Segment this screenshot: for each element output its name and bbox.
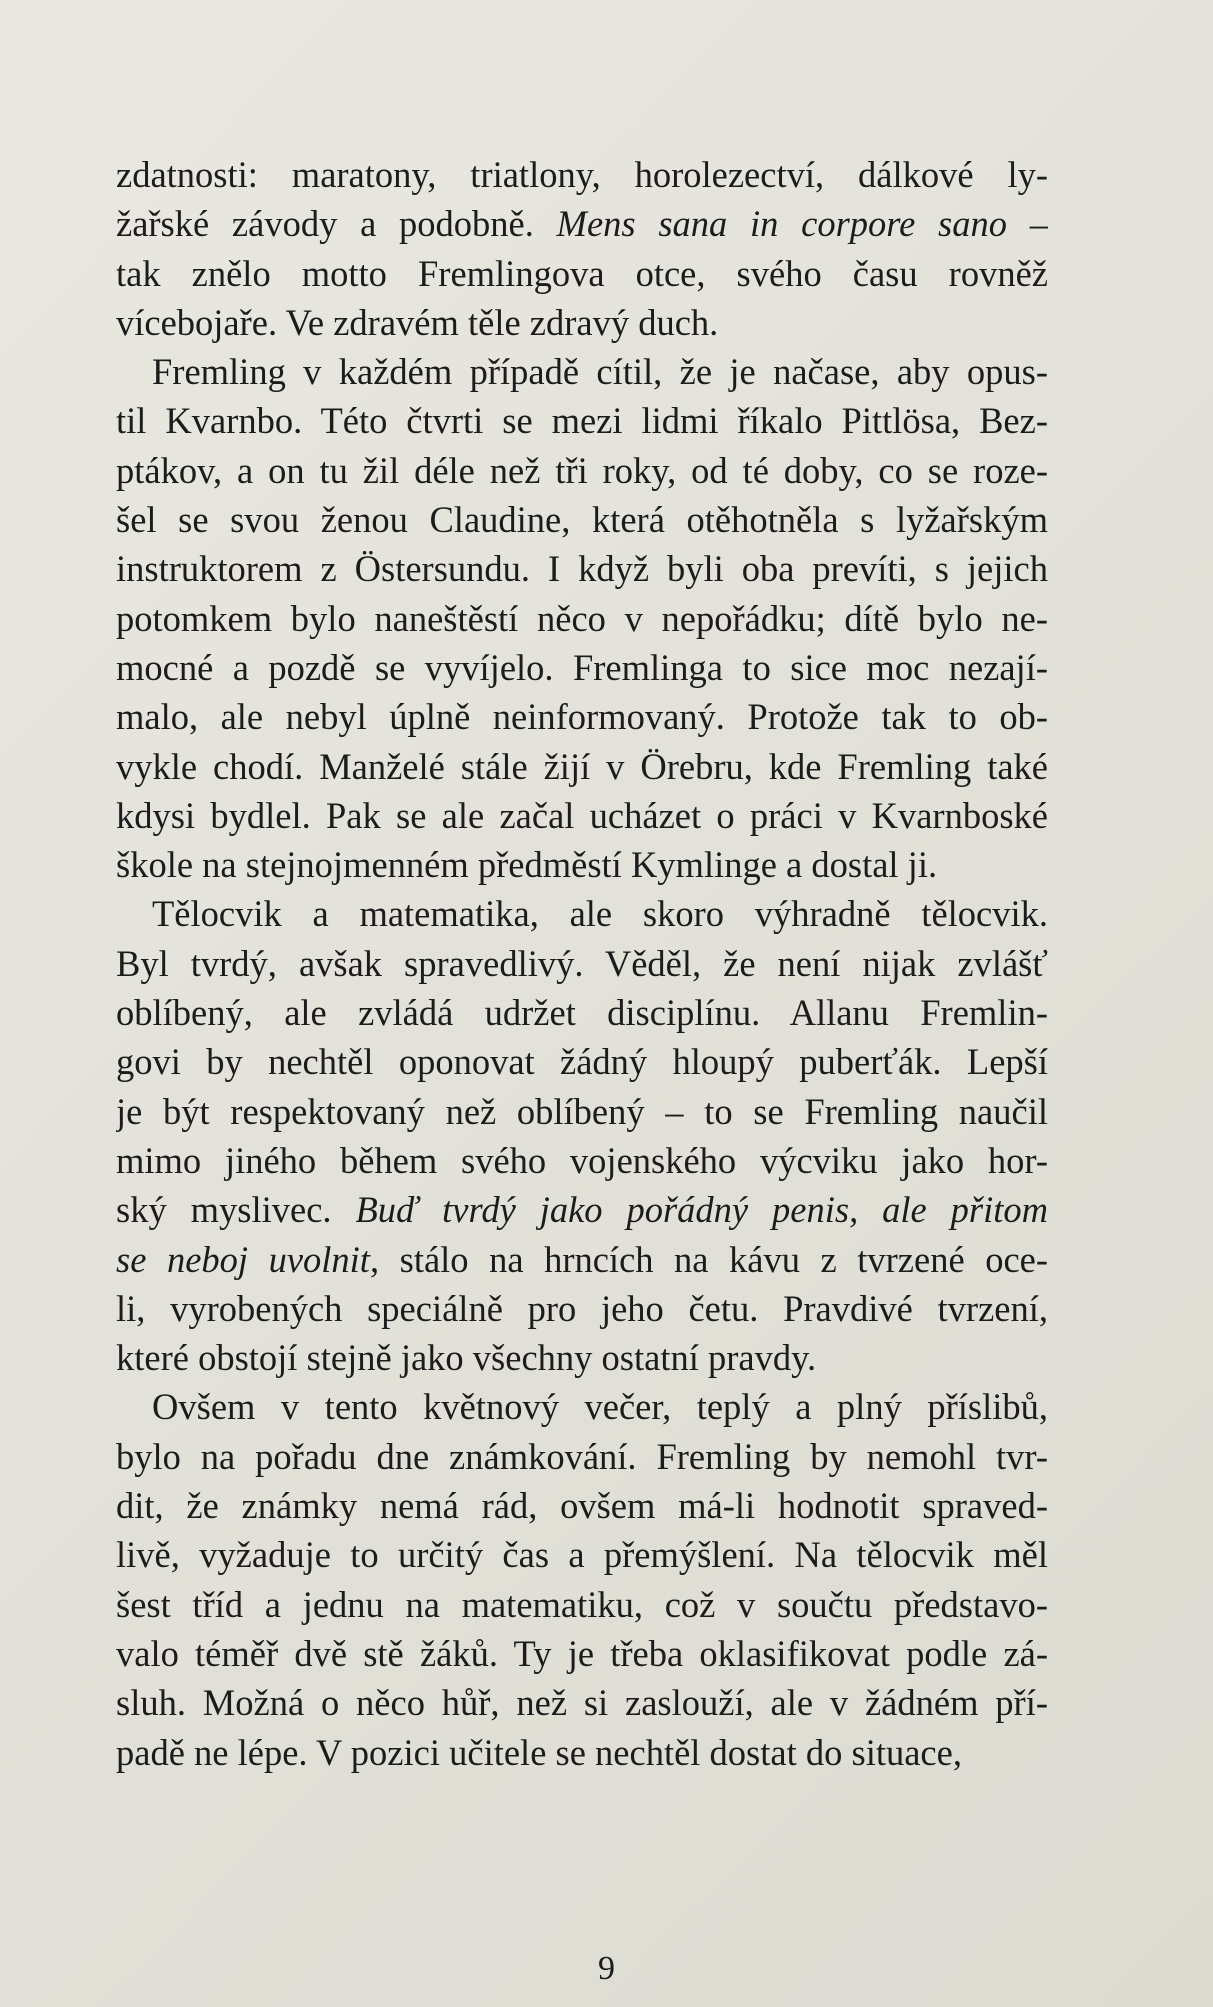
paragraph (116, 1382, 1048, 1776)
text-segment: Tělocvik a matematika, ale skoro výhradně tělocvik. (152, 893, 1048, 935)
text-line (116, 249, 1048, 298)
text-segment: které obstojí stejně jako všechny ostatní pravdy. (116, 1337, 817, 1379)
text-segment: livě, vyžaduje to určitý čas a přemýšlení. Na tělocvik měl (116, 1534, 1048, 1576)
text-line (116, 1037, 1048, 1086)
text-line (116, 495, 1048, 544)
text-line (116, 199, 1048, 248)
text-segment: šel se svou ženou Claudine, která otěhotněla s lyžařským (116, 499, 1048, 541)
text-segment: mimo jiného během svého vojenského výcviku jako hor- (116, 1139, 1048, 1181)
text-segment: dit, že známky nemá rád, ovšem má-li hodnotit spraved- (116, 1485, 1048, 1527)
paragraph (116, 347, 1048, 889)
text-segment: ptákov, a on tu žil déle než tři roky, od té doby, co se roze- (116, 449, 1048, 491)
text-segment: til Kvarnbo. Této čtvrti se mezi lidmi říkalo Pittlösa, Bez- (116, 400, 1048, 442)
text-segment: – (1007, 203, 1048, 245)
text-segment: mocné a pozdě se vyvíjelo. Fremlinga to sice moc nezají- (116, 646, 1048, 688)
text-line (116, 692, 1048, 741)
paragraph (116, 150, 1048, 347)
text-line (116, 1481, 1048, 1530)
text-segment: govi by nechtěl oponovat žádný hloupý puberťák. Lepší (116, 1041, 1048, 1083)
text-line (116, 1333, 1048, 1382)
text-line (116, 1185, 1048, 1234)
text-segment: bylo na pořadu dne známkování. Fremling by nemohl tvr- (116, 1435, 1048, 1477)
text-line (116, 347, 1048, 396)
text-segment: šest tříd a jednu na matematiku, což v součtu představo- (116, 1583, 1048, 1625)
text-line (116, 594, 1048, 643)
text-segment: ský myslivec. (116, 1189, 356, 1231)
text-line (116, 1530, 1048, 1579)
text-line (116, 1728, 1048, 1777)
text-line (116, 1580, 1048, 1629)
text-line (116, 1382, 1048, 1431)
text-segment: se neboj uvolnit (116, 1238, 370, 1280)
text-line (116, 1136, 1048, 1185)
text-line (116, 396, 1048, 445)
text-segment: li, vyrobených speciálně pro jeho četu. Pravdivé tvrzení, (116, 1287, 1048, 1329)
text-segment: Ovšem v tento květnový večer, teplý a plný příslibů, (152, 1386, 1048, 1428)
text-segment: zdatnosti: maratony, triatlony, horolezectví, dálkové ly- (116, 154, 1048, 195)
text-line (116, 1235, 1048, 1284)
text-line (116, 298, 1048, 347)
text-line (116, 791, 1048, 840)
text-line (116, 939, 1048, 988)
text-segment: vykle chodí. Manželé stále žijí v Örebru, kde Fremling také (116, 745, 1048, 787)
text-line (116, 1629, 1048, 1678)
text-segment: je být respektovaný než oblíbený – to se Fremling naučil (116, 1090, 1048, 1132)
text-segment: valo téměř dvě stě žáků. Ty je třeba oklasifikovat podle zá- (116, 1632, 1048, 1674)
text-segment: oblíbený, ale zvládá udržet disciplínu. Allanu Fremlin- (116, 992, 1048, 1034)
text-line (116, 988, 1048, 1037)
text-segment: malo, ale nebyl úplně neinformovaný. Protože tak to ob- (116, 696, 1048, 738)
page-number: 9 (598, 1950, 615, 1987)
text-segment: kdysi bydlel. Pak se ale začal ucházet o práci v Kvarnboské (116, 794, 1048, 836)
text-segment: , stálo na hrncích na kávu z tvrzené oce- (369, 1238, 1048, 1280)
text-segment: potomkem bylo naneštěstí něco v nepořádku; dítě bylo ne- (116, 597, 1048, 639)
text-segment: instruktorem z Östersundu. I když byli oba prevíti, s jejich (116, 548, 1048, 590)
text-segment: žařské závody a podobně. (116, 203, 557, 245)
text-line (116, 446, 1048, 495)
text-line (116, 1284, 1048, 1333)
paragraph (116, 889, 1048, 1382)
text-segment: tak znělo motto Fremlingova otce, svého času rovněž (116, 252, 1048, 294)
text-line (116, 150, 1048, 199)
text-segment: škole na stejnojmenném předměstí Kymlinge a dostal ji. (116, 844, 938, 886)
text-line (116, 889, 1048, 938)
text-line (116, 742, 1048, 791)
body-text (116, 150, 1048, 1777)
text-segment: sluh. Možná o něco hůř, než si zaslouží, ale v žádném pří- (116, 1682, 1048, 1724)
text-segment: Fremling v každém případě cítil, že je načase, aby opus- (152, 351, 1048, 393)
text-line (116, 544, 1048, 593)
text-line (116, 1678, 1048, 1727)
text-line (116, 1087, 1048, 1136)
text-segment: Byl tvrdý, avšak spravedlivý. Věděl, že není nijak zvlášť (116, 942, 1048, 984)
text-segment: padě ne lépe. V pozici učitele se nechtěl dostat do situace, (116, 1731, 962, 1773)
text-line (116, 643, 1048, 692)
text-segment: Buď tvrdý jako pořádný penis, ale přitom (355, 1189, 1048, 1231)
text-line (116, 840, 1048, 889)
text-segment: vícebojaře. Ve zdravém těle zdravý duch. (116, 301, 719, 343)
text-line (116, 1432, 1048, 1481)
text-segment: Mens sana in corpore sano (556, 203, 1008, 245)
